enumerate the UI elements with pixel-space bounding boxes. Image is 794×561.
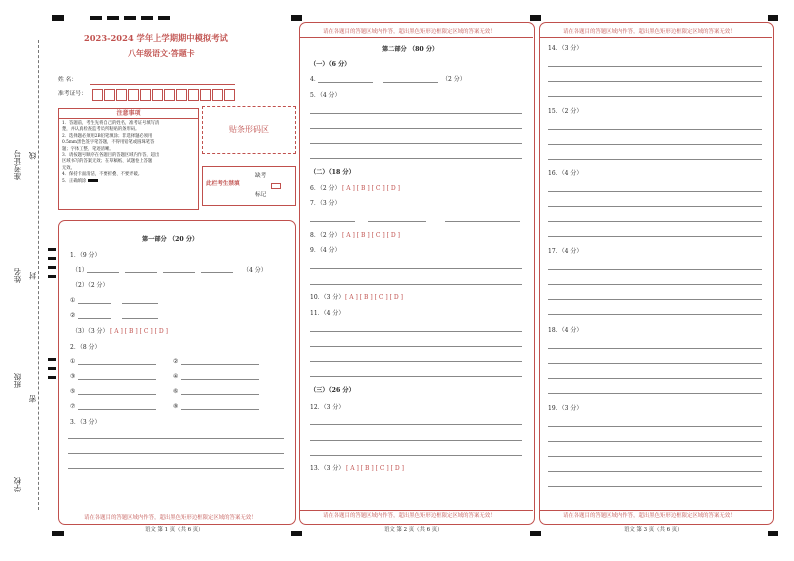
question-label: 6．（2 分） xyxy=(310,185,341,192)
notice-item: 1．答题前，考生先将自己的姓名，准考证号填写清 xyxy=(62,121,160,126)
question-label: 4． xyxy=(310,76,320,83)
circle-label: ⑦ xyxy=(70,403,76,410)
warning-text: 请在各题目的答题区域内作答，超出黑色矩形边框限定区域的答案无效！ xyxy=(323,513,496,519)
answer-line[interactable] xyxy=(310,455,522,456)
exam-id-digit[interactable] xyxy=(128,89,139,101)
exam-id-label: 准考证号： xyxy=(58,91,87,97)
exam-id-digit[interactable] xyxy=(104,89,115,101)
option-a[interactable]: [ A ] xyxy=(110,328,123,335)
option-d[interactable]: [ D ] xyxy=(154,328,168,335)
option-b[interactable]: [ B ] xyxy=(356,232,370,239)
notice-title: 注意事项 xyxy=(59,109,198,119)
warning-text: 请在各题目的答题区域内作答，超出黑色矩形边框限定区域的答案无效！ xyxy=(323,29,496,35)
name-field[interactable] xyxy=(90,84,235,85)
side-mark xyxy=(48,275,56,278)
question-label: 10．（3 分） xyxy=(310,294,345,301)
answer-line[interactable] xyxy=(78,318,111,319)
notice-item: 无效。 xyxy=(62,165,75,171)
answer-line[interactable] xyxy=(310,284,522,285)
warning-divider xyxy=(539,510,772,511)
notice-item: 2．选择题必须用2B铅笔填涂；非选择题必须用 xyxy=(62,133,153,139)
option-b[interactable]: [ B ] xyxy=(360,465,374,472)
answer-line[interactable] xyxy=(548,129,762,130)
margin-class: 班级 xyxy=(13,373,22,388)
side-mark xyxy=(48,376,56,379)
barcode-label: 贴条形码区 xyxy=(229,125,269,134)
answer-line[interactable] xyxy=(318,82,373,83)
choice-options[interactable] xyxy=(110,328,168,335)
question-label: 7．（3 分） xyxy=(310,200,341,207)
answer-line[interactable] xyxy=(78,409,156,410)
answer-line[interactable] xyxy=(548,314,762,315)
margin-exam-id: 准考证号 xyxy=(13,150,22,180)
circle-label: ④ xyxy=(173,373,179,380)
answer-line[interactable] xyxy=(68,438,284,439)
question-label: 3．（3 分） xyxy=(70,419,101,426)
answer-line[interactable] xyxy=(548,456,762,457)
side-mark xyxy=(48,248,56,251)
registration-mark xyxy=(107,16,119,20)
question-label: 19．（3 分） xyxy=(548,405,583,412)
answer-line[interactable] xyxy=(78,379,156,380)
choice-options[interactable] xyxy=(346,465,404,472)
option-b[interactable]: [ B ] xyxy=(124,328,138,335)
answer-line[interactable] xyxy=(68,453,284,454)
question-label: 1．（9 分） xyxy=(70,252,101,259)
margin-line-label: 线 xyxy=(28,152,37,160)
side-mark xyxy=(48,266,56,269)
choice-options[interactable] xyxy=(342,185,400,192)
answer-line[interactable] xyxy=(122,318,158,319)
registration-mark xyxy=(52,531,64,536)
margin-school: 学校 xyxy=(13,477,22,492)
option-d[interactable]: [ D ] xyxy=(390,465,404,472)
side-mark xyxy=(48,367,56,370)
option-a[interactable]: [ A ] xyxy=(342,232,355,239)
circle-label: ⑥ xyxy=(173,388,179,395)
exam-id-digit[interactable] xyxy=(212,89,223,101)
answer-line[interactable] xyxy=(310,346,522,347)
answer-line[interactable] xyxy=(181,379,259,380)
answer-line[interactable] xyxy=(310,361,522,362)
notice-item: 区域书写的答案无效；在草稿纸、试题卷上答题 xyxy=(62,159,153,165)
answer-line[interactable] xyxy=(310,128,522,129)
exam-id-digit[interactable] xyxy=(224,89,235,101)
question-label: 18．（4 分） xyxy=(548,327,583,334)
answer-line[interactable] xyxy=(548,363,762,364)
answer-line[interactable] xyxy=(548,206,762,207)
question-label: （3）（3 分） xyxy=(72,328,109,335)
section-label: （三）（26 分） xyxy=(310,387,355,394)
option-c[interactable]: [ C ] xyxy=(371,185,385,192)
circle-label: ② xyxy=(173,358,179,365)
absent-mark-label: 缺考 xyxy=(255,173,267,179)
page-footer: 语文 第 3 页（共 6 页） xyxy=(624,527,683,533)
answer-line[interactable] xyxy=(383,82,438,83)
answer-line[interactable] xyxy=(445,221,520,222)
notice-item: 5．正确填涂 xyxy=(62,179,195,185)
exam-id-digit[interactable] xyxy=(152,89,163,101)
circle-label: ① xyxy=(70,297,76,304)
answer-line[interactable] xyxy=(68,468,284,469)
answer-line[interactable] xyxy=(78,303,111,304)
filled-sample-mark xyxy=(88,179,98,182)
answer-line[interactable] xyxy=(181,364,259,365)
answer-line[interactable] xyxy=(310,440,522,441)
question-score: （2 分） xyxy=(442,76,466,83)
answer-line[interactable] xyxy=(548,221,762,222)
question-label: （1） xyxy=(72,267,88,274)
registration-mark xyxy=(141,16,153,20)
answer-line[interactable] xyxy=(548,191,762,192)
notice-item: 题；字体工整、笔迹清晰。 xyxy=(62,146,114,152)
answer-line[interactable] xyxy=(78,364,156,365)
answer-line[interactable] xyxy=(368,221,426,222)
exam-subtitle: 八年级语文·答题卡 xyxy=(128,48,195,58)
answer-line[interactable] xyxy=(548,284,762,285)
question-label: 16．（4 分） xyxy=(548,170,583,177)
question-label: 11．（4 分） xyxy=(310,310,345,317)
answer-line[interactable] xyxy=(548,269,762,270)
answer-line[interactable] xyxy=(548,441,762,442)
section-label: （二）（18 分） xyxy=(310,169,355,176)
question-label: （2）（2 分） xyxy=(72,282,109,289)
warning-text: 请在各题目的答题区域内作答，超出黑色矩形边框限定区域的答案无效！ xyxy=(563,513,736,519)
question-label: 15．（2 分） xyxy=(548,108,583,115)
answer-line[interactable] xyxy=(548,299,762,300)
option-a[interactable]: [ A ] xyxy=(342,185,355,192)
circle-label: ③ xyxy=(70,373,76,380)
answer-line[interactable] xyxy=(310,113,522,114)
question-label: 14．（3 分） xyxy=(548,45,583,52)
answer-line[interactable] xyxy=(310,268,522,269)
question-label: 13．（3 分） xyxy=(310,465,345,472)
registration-mark xyxy=(768,531,778,536)
registration-mark xyxy=(530,531,541,536)
answer-line[interactable] xyxy=(548,66,762,67)
option-d[interactable]: [ D ] xyxy=(386,185,400,192)
section-label: （一）（6 分） xyxy=(310,61,351,68)
answer-line[interactable] xyxy=(548,393,762,394)
registration-mark xyxy=(52,15,64,21)
answer-line[interactable] xyxy=(548,486,762,487)
warning-text: 请在各题目的答题区域内作答，超出黑色矩形边框限定区域的答案无效！ xyxy=(563,29,736,35)
answer-line[interactable] xyxy=(181,409,259,410)
answer-line[interactable] xyxy=(78,394,156,395)
exam-id-digit[interactable] xyxy=(200,89,211,101)
margin-seal-label: 封 xyxy=(28,272,37,280)
registration-mark xyxy=(768,15,778,21)
name-label: 姓 名： xyxy=(58,77,78,83)
page-footer: 语文 第 1 页（共 6 页） xyxy=(145,527,204,533)
barcode-area xyxy=(202,106,296,154)
question-score: （4 分） xyxy=(243,267,267,274)
part1-title: 第一部分 （20 分） xyxy=(142,236,199,243)
answer-line[interactable] xyxy=(548,159,762,160)
registration-mark xyxy=(291,531,302,536)
question-label: 5．（4 分） xyxy=(310,92,341,99)
answer-line[interactable] xyxy=(548,81,762,82)
circle-label: ⑧ xyxy=(173,403,179,410)
answer-line[interactable] xyxy=(163,272,195,273)
answer-line[interactable] xyxy=(310,158,522,159)
page-footer: 语文 第 2 页（共 6 页） xyxy=(384,527,443,533)
exam-id-digit[interactable] xyxy=(176,89,187,101)
exam-id-digit[interactable] xyxy=(164,89,175,101)
circle-label: ① xyxy=(70,358,76,365)
question-label: 9．（4 分） xyxy=(310,247,341,254)
registration-mark xyxy=(158,16,170,20)
warning-text: 请在各题目的答题区域内作答，超出黑色矩形边框限定区域的答案无效！ xyxy=(84,515,257,521)
question-label: 12．（3 分） xyxy=(310,404,345,411)
exam-id-digit[interactable] xyxy=(92,89,103,101)
circle-label: ⑤ xyxy=(70,388,76,395)
answer-line[interactable] xyxy=(310,424,522,425)
answer-line[interactable] xyxy=(548,426,762,427)
answer-line[interactable] xyxy=(548,144,762,145)
exam-id-digit[interactable] xyxy=(140,89,151,101)
warning-divider xyxy=(299,510,533,511)
option-c[interactable]: [ C ] xyxy=(375,465,389,472)
notice-item: 楚，并认真检查监考员所粘贴的条形码。 xyxy=(62,127,140,133)
option-c[interactable]: [ C ] xyxy=(139,328,153,335)
option-b[interactable]: [ B ] xyxy=(359,294,373,301)
answer-line[interactable] xyxy=(548,236,762,237)
margin-name: 姓名 xyxy=(13,268,22,283)
margin-dense-label: 密 xyxy=(28,395,37,403)
answer-line[interactable] xyxy=(310,221,355,222)
option-d[interactable]: [ D ] xyxy=(389,294,403,301)
warning-divider xyxy=(539,37,772,38)
answer-line[interactable] xyxy=(310,376,522,377)
absent-label: 此栏考生禁填 xyxy=(206,181,240,187)
answer-line[interactable] xyxy=(548,96,762,97)
registration-mark xyxy=(530,15,541,21)
notice-item: 3．请按题号顺序在各题目的答题区域内作答，超出 xyxy=(62,153,160,159)
warning-divider xyxy=(299,37,533,38)
absent-box xyxy=(202,166,296,206)
notice-box xyxy=(58,108,199,210)
choice-options[interactable] xyxy=(345,294,403,301)
answer-line[interactable] xyxy=(310,331,522,332)
binding-line xyxy=(38,40,39,510)
answer-line[interactable] xyxy=(122,303,158,304)
exam-id-digit[interactable] xyxy=(188,89,199,101)
option-c[interactable]: [ C ] xyxy=(371,232,385,239)
choice-options[interactable] xyxy=(342,232,400,239)
notice-item: 4．保持卡面清洁，不要折叠、不要弄破。 xyxy=(62,172,143,178)
part2-title: 第二部分 （80 分） xyxy=(382,46,439,53)
exam-title: 2023-2024 学年上学期期中模拟考试 xyxy=(84,33,228,43)
answer-line[interactable] xyxy=(181,394,259,395)
question-label: 17．（4 分） xyxy=(548,248,583,255)
answer-line[interactable] xyxy=(125,272,157,273)
answer-box-part3 xyxy=(539,22,774,525)
absent-mark-label2: 标记 xyxy=(255,192,267,198)
absent-checkbox[interactable] xyxy=(271,183,281,189)
answer-line[interactable] xyxy=(548,378,762,379)
answer-line[interactable] xyxy=(548,348,762,349)
option-d[interactable]: [ D ] xyxy=(386,232,400,239)
side-mark xyxy=(48,257,56,260)
option-b[interactable]: [ B ] xyxy=(356,185,370,192)
side-mark xyxy=(48,358,56,361)
exam-id-digit[interactable] xyxy=(116,89,127,101)
option-a[interactable]: [ A ] xyxy=(345,294,358,301)
registration-mark xyxy=(90,16,102,20)
registration-mark xyxy=(291,15,302,21)
question-label: 2．（8 分） xyxy=(70,344,101,351)
answer-line[interactable] xyxy=(548,471,762,472)
option-a[interactable]: [ A ] xyxy=(346,465,359,472)
answer-line[interactable] xyxy=(201,272,233,273)
notice-item: 0.5mm黑色签字笔答题，不得用铅笔或圆珠笔答 xyxy=(62,140,155,146)
option-c[interactable]: [ C ] xyxy=(374,294,388,301)
registration-mark xyxy=(124,16,136,20)
answer-line[interactable] xyxy=(87,272,119,273)
answer-line[interactable] xyxy=(310,143,522,144)
question-label: 8．（2 分） xyxy=(310,232,341,239)
circle-label: ② xyxy=(70,312,76,319)
